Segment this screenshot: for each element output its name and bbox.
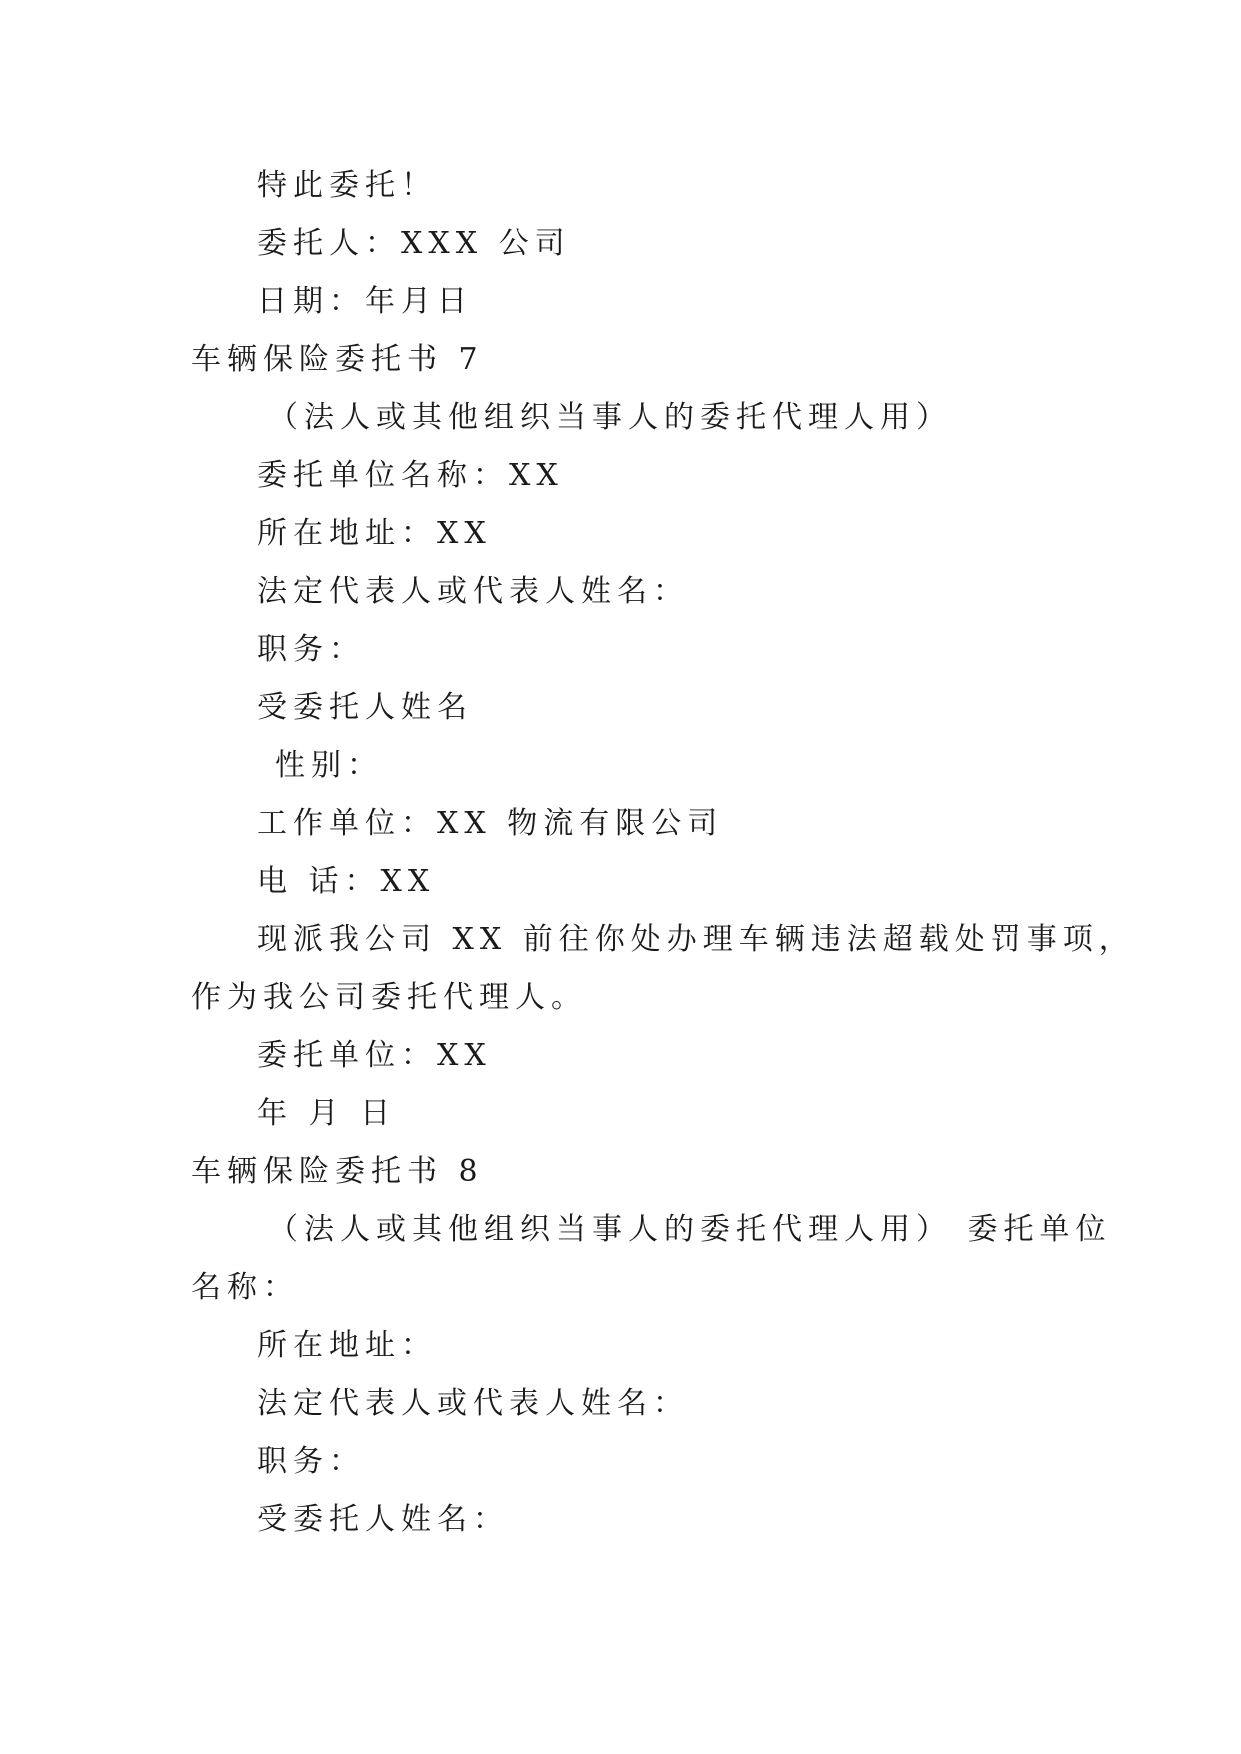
text-line: 年 月 日: [257, 1096, 397, 1131]
text-line: 所在地址：XX: [257, 516, 492, 551]
text-line: 委托单位名称：XX: [257, 458, 564, 493]
section-heading: 车辆保险委托书 8: [191, 1154, 484, 1189]
text-line: 职务：: [257, 1444, 365, 1479]
text-line: 职务：: [257, 632, 365, 667]
text-line: 工作单位：XX 物流有限公司: [257, 806, 724, 841]
text-line: 所在地址：: [257, 1328, 437, 1363]
section-heading: 车辆保险委托书 7: [191, 342, 484, 377]
text-line: 委托人：XXX 公司: [257, 226, 571, 261]
text-line: 电 话：XX: [257, 864, 436, 899]
text-line: （法人或其他组织当事人的委托代理人用） 委托单位: [268, 1212, 1112, 1247]
text-line: 现派我公司 XX 前往你处办理车辆违法超载处罚事项，: [257, 922, 1135, 957]
text-line: 委托单位：XX: [257, 1038, 492, 1073]
text-line: 法定代表人或代表人姓名：: [257, 574, 689, 609]
text-line: 作为我公司委托代理人。: [191, 980, 587, 1015]
text-line: 性别：: [275, 748, 383, 783]
text-line: 日期：年月日: [257, 284, 473, 319]
text-line: 名称：: [191, 1270, 299, 1305]
text-line: 法定代表人或代表人姓名：: [257, 1386, 689, 1421]
text-line: 受委托人姓名：: [257, 1502, 509, 1537]
text-line: 特此委托！: [257, 168, 437, 203]
text-line: （法人或其他组织当事人的委托代理人用）: [268, 400, 952, 435]
text-line: 受委托人姓名: [257, 690, 473, 725]
